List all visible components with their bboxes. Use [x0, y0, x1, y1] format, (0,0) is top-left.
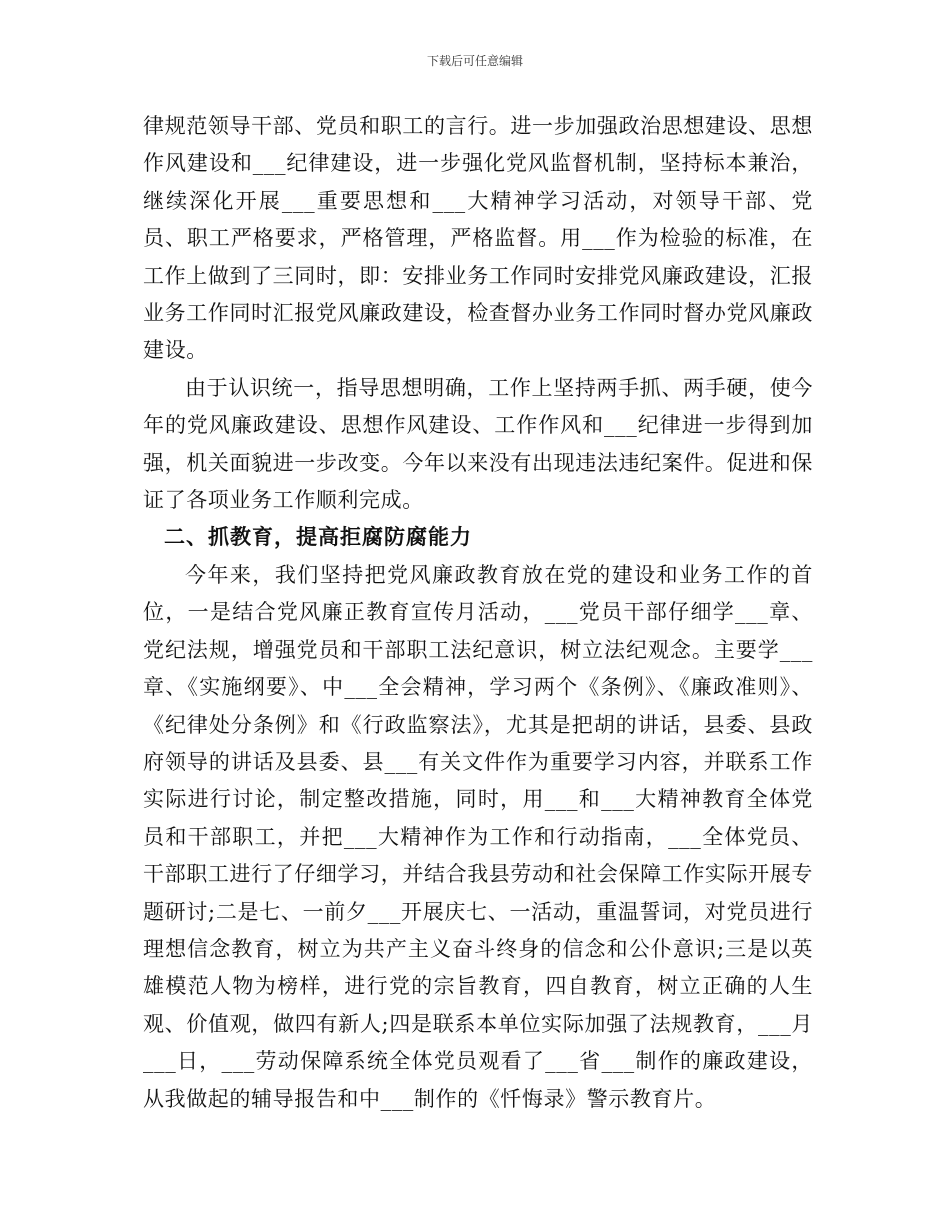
document-body	[143, 108, 813, 1118]
page-header: 下载后可任意编辑	[426, 54, 523, 68]
paragraph-3: 今年来，我们坚持把党风廉政教育放在党的建设和业务工作的首位，一是结合党风廉正教育宣传月活动，___党员干部仔细学___章、党纪法规，增强党员和干部职工法纪意识，树立法纪观念。主要学___章、《实施纲要》、中___全会精神，学习两个《条例》、《廉政准则》、《纪律处分条例》和《行政监察法》，尤其是把胡的讲话，县委、县政府领导的讲话及县委、县___有关文件作为重要学习内容，并联系工作实际进行讨论，制定整改措施，同时，用___和___大精神教育全体党员和干部职工，并把___大精神作为工作和行动指南，___全体党员、干部职工进行了仔细学习，并结合我县劳动和社会保障工作实际开展专题研讨;二是七、一前夕___开展庆七、一活动，重温誓词，对党员进行理想信念教育，树立为共产主义奋斗终身的信念和公仆意识;三是以英雄模范人物为榜样，进行党的宗旨教育，四自教育，树立正确的人生观、价值观，做四有新人;四是联系本单位实际加强了法规教育，___月___日，___劳动保障系统全体党员观看了___省___制作的廉政建设，从我做起的辅导报告和中___制作的《忏悔录》警示教育片。	[143, 562, 813, 1111]
paragraph-1: 律规范领导干部、党员和职工的言行。进一步加强政治思想建设、思想作风建设和___纪律建设，进一步强化党风监督机制，坚持标本兼治，继续深化开展___重要思想和___大精神学习活动，对领导干部、党员、职工严格要求，严格管理，严格监督。用___作为检验的标准，在工作上做到了三同时，即：安排业务工作同时安排党风廉政建设，汇报业务工作同时汇报党风廉政建设，检查督办业务工作同时督办党风廉政建设。	[143, 114, 813, 363]
paragraph-2: 由于认识统一，指导思想明确，工作上坚持两手抓、两手硬，使今年的党风廉政建设、思想作风建设、工作作风和___纪律进一步得到加强，机关面貌进一步改变。今年以来没有出现违法违纪案件。促进和保证了各项业务工作顺利完成。	[143, 375, 813, 513]
section-heading: 二、抓教育，提高拒腐防腐能力	[164, 525, 472, 550]
